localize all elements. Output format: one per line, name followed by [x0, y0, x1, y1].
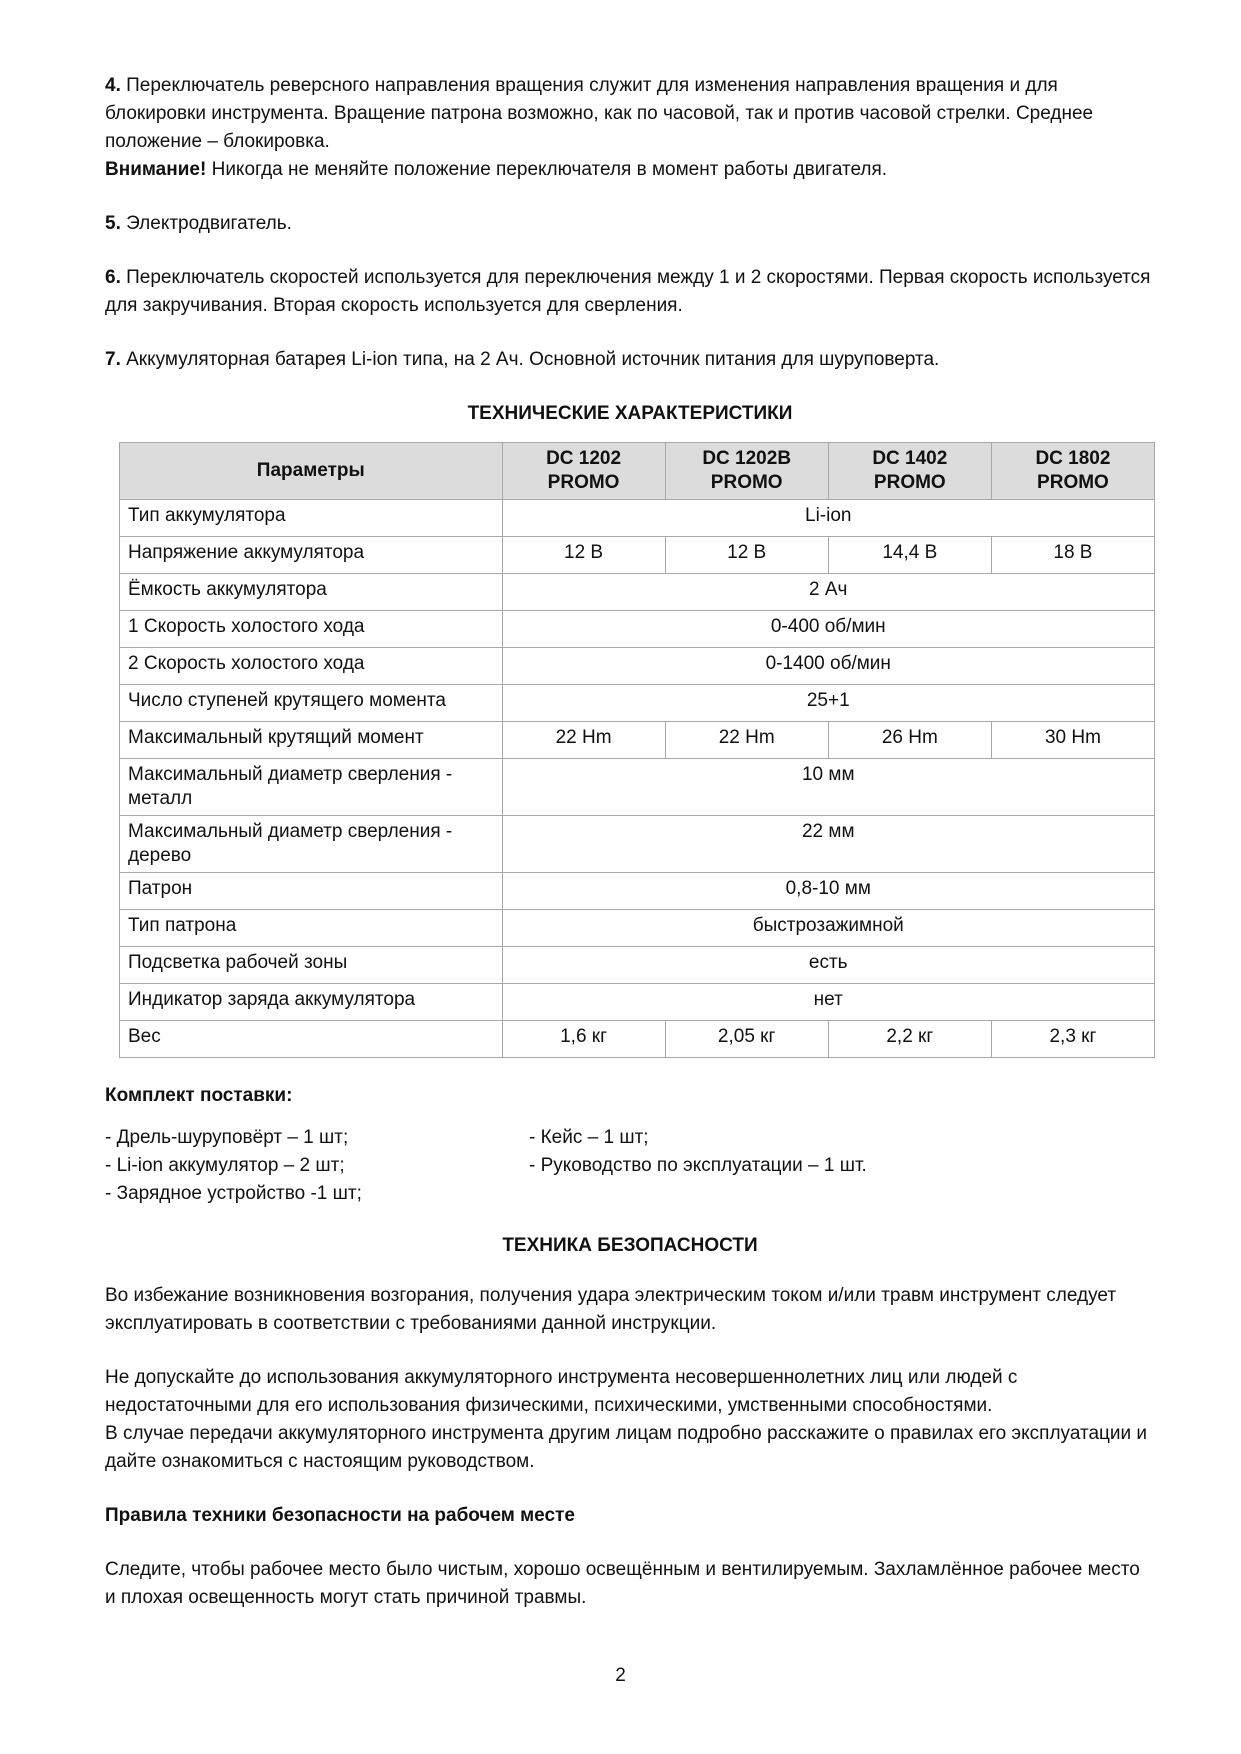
spec-header-cell: DC 1402 PROMO	[828, 443, 991, 500]
value-cell: 2,2 кг	[828, 1021, 991, 1058]
safety-subheading-text: Правила техники безопасности на рабочем месте	[105, 1505, 575, 1526]
list-item: - Li-ion аккумулятор – 2 шт;	[105, 1155, 345, 1176]
page-number: 2	[615, 1665, 626, 1686]
value-cell: 0,8-10 мм	[502, 873, 1155, 910]
safety-paragraph-2a: Не допускайте до использования аккумуляторного инструмента несовершеннолетних лиц или людей с недостаточными для его использования физическими, психическими, умственными способностями.	[105, 1367, 1018, 1416]
list-item: - Руководство по эксплуатации – 1 шт.	[529, 1155, 867, 1176]
spec-header-cell: Параметры	[120, 443, 503, 500]
value-cell: 2,3 кг	[991, 1021, 1154, 1058]
value-cell: 22 мм	[502, 816, 1155, 873]
safety-heading: ТЕХНИКА БЕЗОПАСНОСТИ	[502, 1235, 758, 1256]
param-cell: Число ступеней крутящего момента	[120, 685, 503, 722]
value-cell: 12 В	[665, 537, 828, 574]
kit-column-2	[529, 1124, 1129, 1208]
list-item: - Кейс – 1 шт;	[529, 1127, 649, 1148]
table-row	[120, 500, 1155, 537]
param-cell: Подсветка рабочей зоны	[120, 947, 503, 984]
value-cell: быстрозажимной	[502, 910, 1155, 947]
safety-paragraph-3: Следите, чтобы рабочее место было чистым, хорошо освещённым и вентилируемым. Захламлённое рабочее место и плохая освещенность могут стать причиной травмы.	[105, 1559, 1140, 1608]
table-row	[120, 648, 1155, 685]
warning-text: Никогда не меняйте положение переключателя в момент работы двигателя.	[206, 159, 888, 180]
table-row	[120, 947, 1155, 984]
spec-header-cell: DC 1202 PROMO	[502, 443, 665, 500]
param-cell: Ёмкость аккумулятора	[120, 574, 503, 611]
param-cell: Тип аккумулятора	[120, 500, 503, 537]
value-cell: 22 Hm	[665, 722, 828, 759]
kit-heading	[105, 1082, 1155, 1110]
table-row	[120, 816, 1155, 873]
param-cell: Патрон	[120, 873, 503, 910]
value-cell: 22 Hm	[502, 722, 665, 759]
param-cell: Максимальный крутящий момент	[120, 722, 503, 759]
warning-label: Внимание!	[105, 159, 207, 180]
spec-heading: ТЕХНИЧЕСКИЕ ХАРАКТЕРИСТИКИ	[467, 403, 793, 424]
value-cell: 10 мм	[502, 759, 1155, 816]
item-number: 7.	[105, 349, 121, 370]
param-cell: 2 Скорость холостого хода	[120, 648, 503, 685]
value-cell: 0-400 об/мин	[502, 611, 1155, 648]
table-row	[120, 537, 1155, 574]
item-text: Электродвигатель.	[120, 213, 292, 234]
value-cell: 1,6 кг	[502, 1021, 665, 1058]
param-cell: Тип патрона	[120, 910, 503, 947]
value-cell: 30 Hm	[991, 722, 1154, 759]
param-cell: Максимальный диаметр сверления - дерево	[120, 816, 503, 873]
value-cell: 0-1400 об/мин	[502, 648, 1155, 685]
table-row	[120, 873, 1155, 910]
table-row	[120, 685, 1155, 722]
safety-paragraph-1: Во избежание возникновения возгорания, получения удара электрическим током и/или травм инструмент следует эксплуатировать в соответствии с требованиями данной инструкции.	[105, 1285, 1117, 1334]
value-cell: 2,05 кг	[665, 1021, 828, 1058]
item-4-warning	[105, 156, 1155, 184]
param-cell: Индикатор заряда аккумулятора	[120, 984, 503, 1021]
spec-header-cell: DC 1802 PROMO	[991, 443, 1154, 500]
table-row	[120, 611, 1155, 648]
document-page	[105, 72, 1155, 1612]
list-item: - Зарядное устройство -1 шт;	[105, 1183, 362, 1204]
item-4	[105, 72, 1155, 156]
value-cell: 18 В	[991, 537, 1154, 574]
table-row	[120, 984, 1155, 1021]
spec-header-row	[120, 443, 1155, 500]
spec-table	[119, 442, 1155, 1058]
table-row	[120, 910, 1155, 947]
value-cell: есть	[502, 947, 1155, 984]
item-7	[105, 346, 1155, 374]
value-cell: 14,4 В	[828, 537, 991, 574]
item-6	[105, 264, 1155, 320]
param-cell: Вес	[120, 1021, 503, 1058]
param-cell: 1 Скорость холостого хода	[120, 611, 503, 648]
kit-list	[105, 1124, 1155, 1208]
kit-column-1	[105, 1124, 529, 1208]
item-text: Аккумуляторная батарея Li-ion типа, на 2 Ач. Основной источник питания для шуруповерта.	[120, 349, 940, 370]
value-cell: нет	[502, 984, 1155, 1021]
item-number: 4.	[105, 75, 121, 96]
list-item: - Дрель-шуруповёрт – 1 шт;	[105, 1127, 349, 1148]
value-cell: 26 Hm	[828, 722, 991, 759]
value-cell: Li-ion	[502, 500, 1155, 537]
kit-heading-text: Комплект поставки:	[105, 1085, 293, 1106]
table-row	[120, 574, 1155, 611]
table-row	[120, 722, 1155, 759]
table-row	[120, 1021, 1155, 1058]
item-number: 6.	[105, 267, 121, 288]
item-text: Переключатель реверсного направления вращения служит для изменения направления вращения и для блокировки инструмента. Вращение патрона возможно, как по часовой, так и против часовой стрелки. Среднее положение – блокировка.	[105, 75, 1094, 152]
spec-header-cell: DC 1202B PROMO	[665, 443, 828, 500]
value-cell: 12 В	[502, 537, 665, 574]
param-cell: Максимальный диаметр сверления - металл	[120, 759, 503, 816]
item-5	[105, 210, 1155, 238]
safety-paragraph-2b: В случае передачи аккумуляторного инструмента другим лицам подробно расскажите о правилах его эксплуатации и дайте ознакомиться с настоящим руководством.	[105, 1423, 1148, 1472]
item-text: Переключатель скоростей используется для переключения между 1 и 2 скоростями. Первая скорость используется для закручивания. Вторая скорость используется для сверления.	[105, 267, 1151, 316]
value-cell: 25+1	[502, 685, 1155, 722]
item-number: 5.	[105, 213, 121, 234]
value-cell: 2 Ач	[502, 574, 1155, 611]
param-cell: Напряжение аккумулятора	[120, 537, 503, 574]
safety-subheading	[105, 1502, 1155, 1530]
table-row	[120, 759, 1155, 816]
